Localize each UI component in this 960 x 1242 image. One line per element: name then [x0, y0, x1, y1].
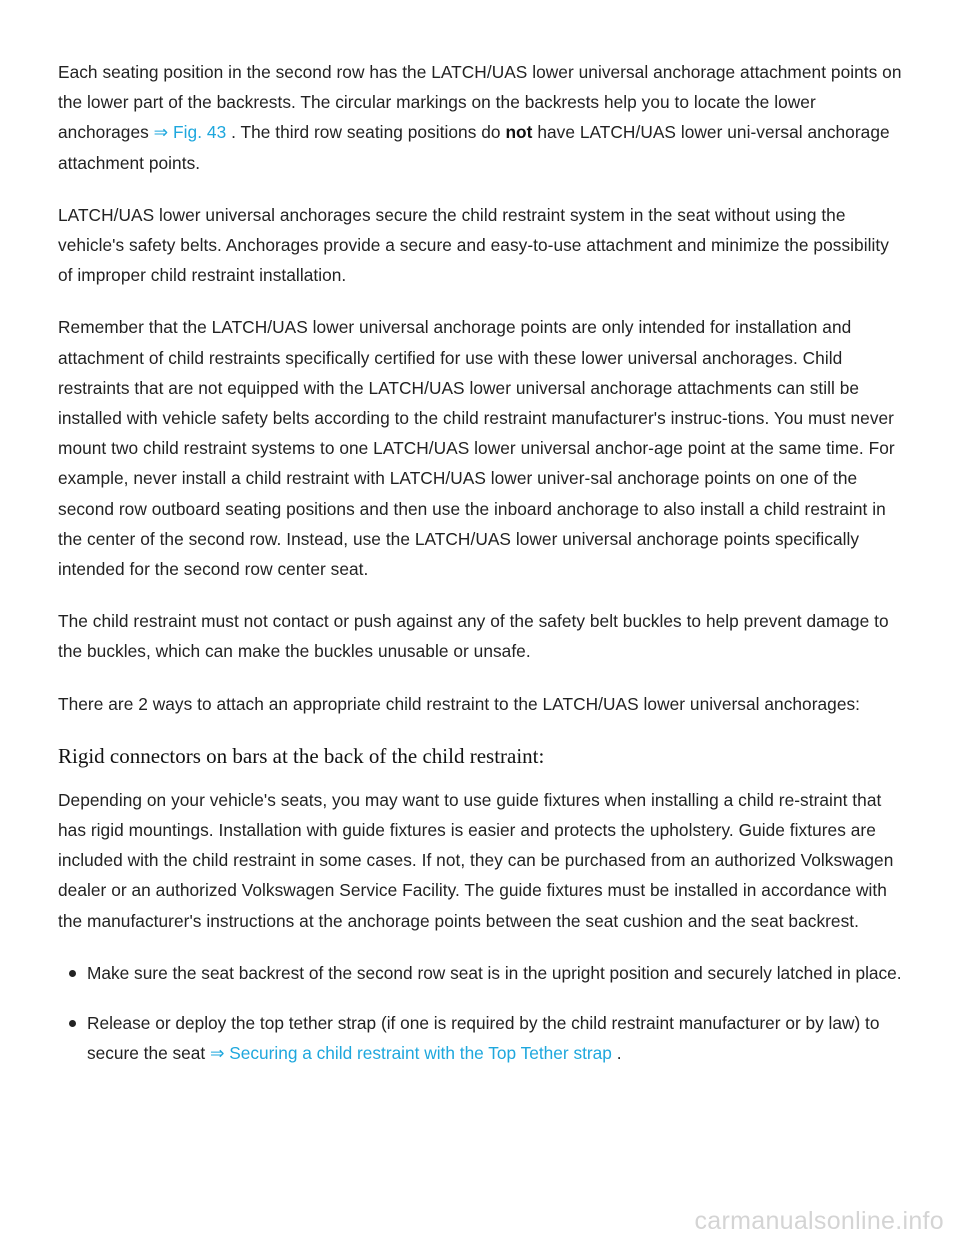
- list-item-text: Release or deploy the top tether strap (if one is required by the child restraint manufacturer or by law) to secure the seat: [87, 1013, 880, 1064]
- paragraph-text: Each seating position in the second row has the LATCH/UAS lower universal anchorage attachment points on the lower part of the backrests. The circular markings on the backrests help you to locate the lower anchorages: [58, 62, 902, 143]
- bullet-icon: [69, 1020, 76, 1027]
- document-page: [58, 57, 906, 1088]
- paragraph-lower-anchorage-locations: [58, 57, 906, 178]
- emphasis-not: not: [505, 122, 533, 143]
- paragraph-text: have LATCH/UAS lower uni-versal anchorage attachment points.: [58, 122, 890, 173]
- paragraph-anchorage-usage-rules: Remember that the LATCH/UAS lower universal anchorage points are only intended for installation and attachment of child restraints specifically certified for use with these lower universal anchorages. Child restraints that are not equipped with the LATCH/UAS lower universal anchorage attachments can still be installed with vehicle safety belts according to the child restraint manufacturer's instruc-tions. You must never mount two child restraint systems to one LATCH/UAS lower universal anchor-age point at the same time. For example, never install a child restraint with LATCH/UAS lower univer-sal anchorage points on one of the second row outboard seating positions and then use the inboard anchorage to also install a child restraint in the center of the second row. Instead, use the LATCH/UAS lower universal anchorage points specifically intended for the second row center seat.: [58, 317, 895, 580]
- fig-43-link[interactable]: ⇒ Fig. 43: [153, 122, 227, 143]
- site-watermark: carmanualsonline.info: [694, 1207, 944, 1235]
- section-subheading: Rigid connectors on bars at the back of the child restraint:: [58, 743, 545, 768]
- paragraph-buckle-contact-warning: The child restraint must not contact or push against any of the safety belt buckles to help prevent damage to the buckles, which can make the buckles unusable or unsafe.: [58, 611, 889, 662]
- list-item-text: .: [611, 1043, 622, 1064]
- paragraph-anchorage-purpose: LATCH/UAS lower universal anchorages secure the child restraint system in the seat without using the vehicle's safety belts. Anchorages provide a secure and easy-to-use attachment and minimize the possibility of improper child restraint installation.: [58, 204, 889, 286]
- list-item: [58, 958, 906, 988]
- list-item-text: Make sure the seat backrest of the second row seat is in the upright position and securely latched in place.: [87, 962, 902, 983]
- bullet-icon: [69, 970, 76, 977]
- paragraph-attachment-ways: There are 2 ways to attach an appropriate child restraint to the LATCH/UAS lower universal anchorages:: [58, 693, 861, 714]
- top-tether-strap-link[interactable]: ⇒ Securing a child restraint with the Top Tether strap: [209, 1043, 612, 1064]
- paragraph-text: . The third row seating positions do: [226, 122, 506, 143]
- paragraph-guide-fixtures: Depending on your vehicle's seats, you may want to use guide fixtures when installing a child re-straint that has rigid mountings. Installation with guide fixtures is easier and protects the upholstery. Guide fixtures are included with the child restraint in some cases. If not, they can be purchased from an authorized Volkswagen dealer or an authorized Volkswagen Service Facility. The guide fixtures must be installed in accordance with the manufacturer's instructions at the anchorage points between the seat cushion and the seat backrest.: [58, 789, 894, 931]
- instruction-list: [58, 958, 906, 1069]
- list-item: [58, 1008, 906, 1068]
